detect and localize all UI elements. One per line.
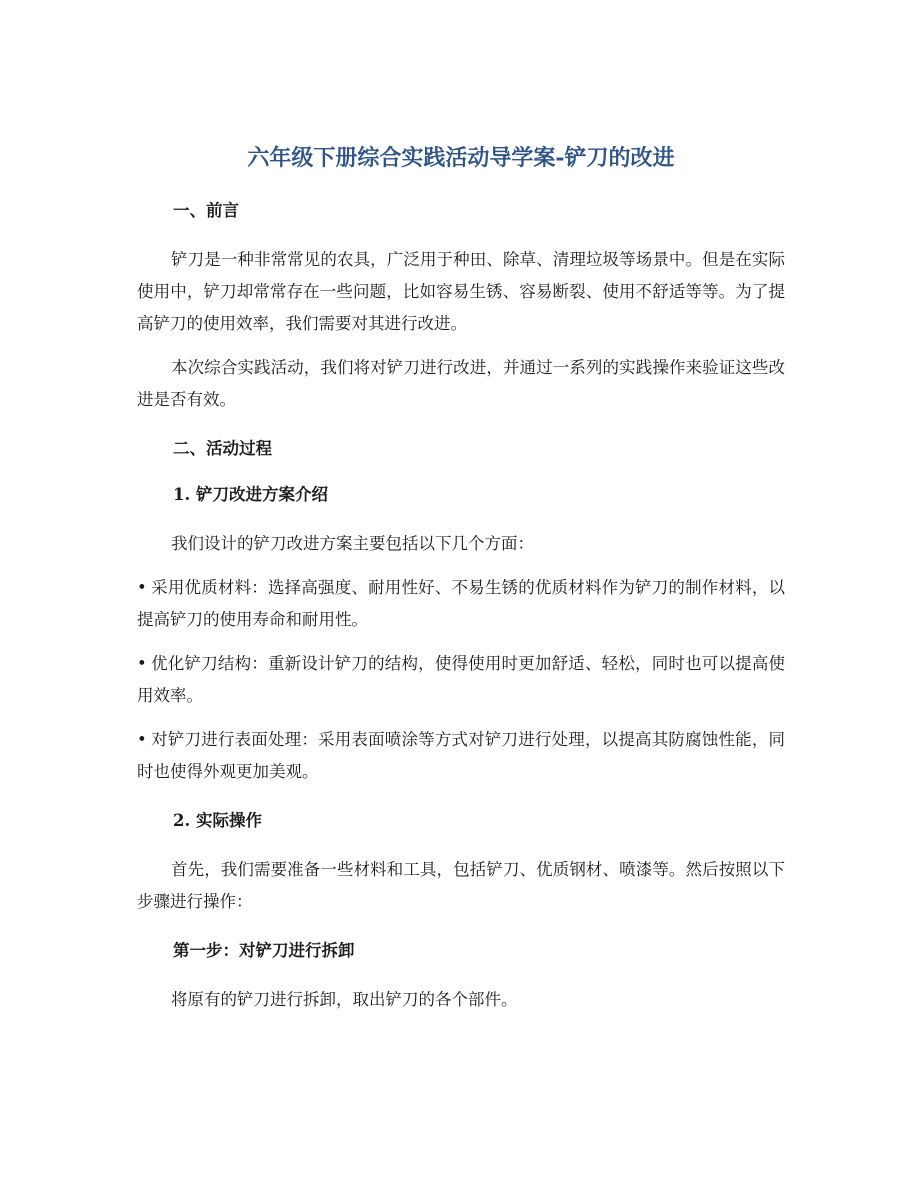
document-body (137, 140, 785, 1028)
section-heading-preface: 一、前言 (173, 201, 239, 220)
paragraph: 首先，我们需要准备一些材料和工具，包括铲刀、优质钢材、喷漆等。然后按照以下步骤进行操作： (137, 860, 785, 911)
section-heading-process: 二、活动过程 (173, 439, 272, 458)
paragraph: 本次综合实践活动，我们将对铲刀进行改进，并通过一系列的实践操作来验证这些改进是否有效。 (137, 358, 785, 409)
paragraph: 铲刀是一种非常常见的农具，广泛用于种田、除草、清理垃圾等场景中。但是在实际使用中，铲刀却常常存在一些问题，比如容易生锈、容易断裂、使用不舒适等等。为了提高铲刀的使用效率，我们需要对其进行改进。 (137, 250, 785, 333)
list-item: • 采用优质材料：选择高强度、耐用性好、不易生锈的优质材料作为铲刀的制作材料，以提高铲刀的使用寿命和耐用性。 (137, 572, 785, 636)
list-item: • 优化铲刀结构：重新设计铲刀的结构，使得使用时更加舒适、轻松，同时也可以提高使用效率。 (137, 648, 785, 712)
bullet-icon: • (137, 730, 147, 749)
subsection-heading-plan: 1. 铲刀改进方案介绍 (173, 485, 328, 504)
list-item: • 对铲刀进行表面处理：采用表面喷涂等方式对铲刀进行处理，以提高其防腐蚀性能，同时也使得外观更加美观。 (137, 724, 785, 788)
paragraph: 我们设计的铲刀改进方案主要包括以下几个方面： (171, 534, 534, 553)
bullet-icon: • (137, 654, 147, 673)
step-heading: 第一步：对铲刀进行拆卸 (173, 941, 355, 960)
subsection-heading-practice: 2. 实际操作 (173, 811, 262, 830)
document-title: 六年级下册综合实践活动导学案-铲刀的改进 (247, 145, 675, 171)
paragraph: 将原有的铲刀进行拆卸，取出铲刀的各个部件。 (171, 990, 518, 1009)
bullet-icon: • (137, 578, 147, 597)
